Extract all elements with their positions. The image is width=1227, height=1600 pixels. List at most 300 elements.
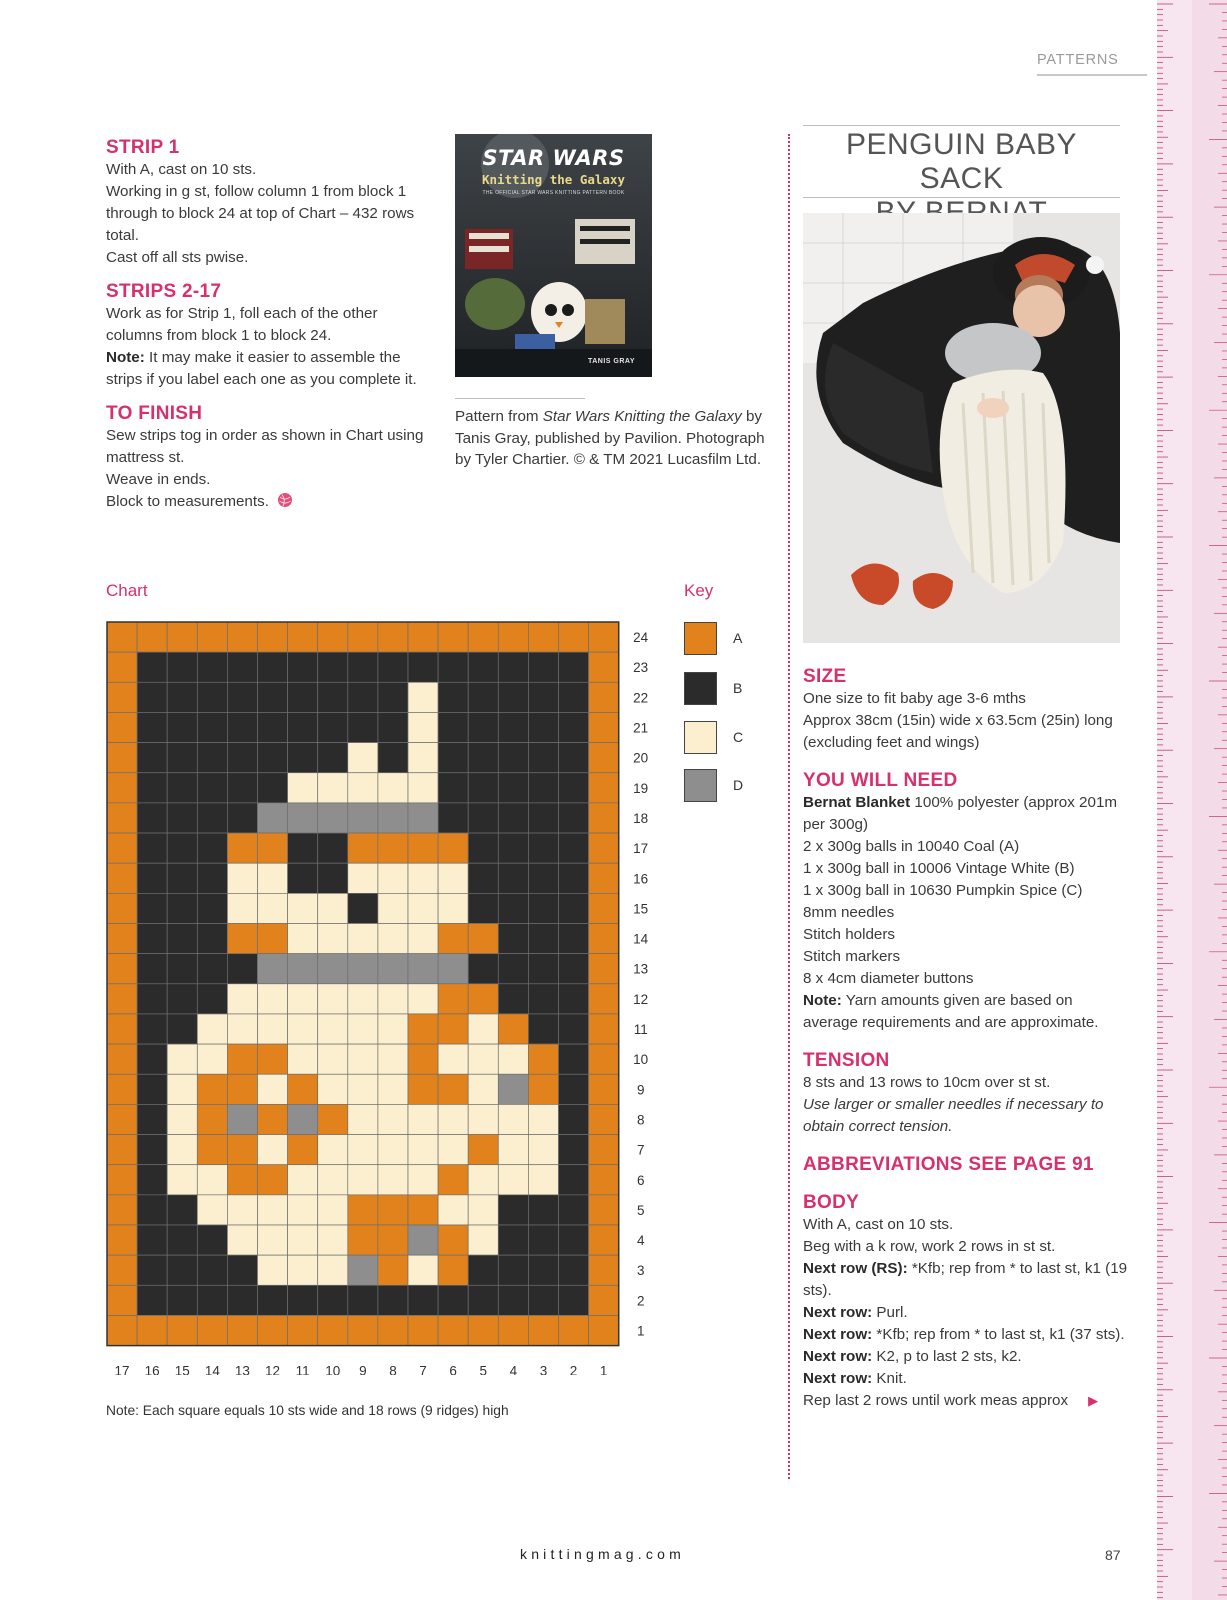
size-section [803,666,1128,754]
chart-cell [318,924,348,954]
chart-cell [528,1014,558,1044]
chart-cell [348,1165,378,1195]
chart-cell [318,652,348,682]
chart-cell [589,1315,619,1345]
chart-cell [528,712,558,742]
tension-note: Use larger or smaller needles if necessary to obtain correct tension. [803,1096,1104,1135]
chart-cell [288,984,318,1014]
chart-cell [438,803,468,833]
chart-cell [378,712,408,742]
chart-cell [408,1225,438,1255]
key-item-label: A [733,630,743,646]
chart-row-label: 1 [636,1323,645,1339]
credit-pre: Pattern from [455,408,543,425]
chart-cell [468,773,498,803]
chart-cell [498,1225,528,1255]
body-line [803,1214,1128,1236]
chart-cell [288,743,318,773]
body-section [803,1192,1128,1412]
chart-cell [227,984,257,1014]
chart-cell [107,1135,137,1165]
chart-cell [408,833,438,863]
chart-cell [227,803,257,833]
chart-cell [348,833,378,863]
chart-cell [227,924,257,954]
chart-column-label: 1 [599,1363,608,1375]
size-heading: SIZE [803,666,847,687]
chart-cell [528,1044,558,1074]
chart-cell [137,1074,167,1104]
chart-cell [498,682,528,712]
chart-cell [258,1255,288,1285]
chart-cell [137,1014,167,1044]
body-line [803,1302,1128,1324]
strip1-heading: STRIP 1 [106,137,180,158]
chart-cell [438,984,468,1014]
chart-row-label: 7 [636,1142,645,1158]
chart-cell [258,1014,288,1044]
chart-cell [288,622,318,652]
tension-section [803,1050,1128,1138]
chart-cell [137,984,167,1014]
chart-cell [258,1315,288,1345]
chart-cell [167,1014,197,1044]
chart-cell [378,1195,408,1225]
chart-cell [378,984,408,1014]
chart-cell [288,893,318,923]
finish-section [106,403,436,513]
chart-cell [288,1225,318,1255]
chart-cell [137,652,167,682]
chart-cell [197,1014,227,1044]
chart-column-label: 8 [389,1363,397,1375]
chart-cell [197,1044,227,1074]
chart-cell [258,1044,288,1074]
chart-cell [107,1074,137,1104]
chart-cell [559,1135,589,1165]
chart-row-label: 20 [633,750,649,766]
chart-cell [167,1285,197,1315]
key-swatch [684,721,717,754]
chart-cell [559,712,589,742]
title-rule [803,197,1120,198]
tension-line: 8 sts and 13 rows to 10cm over st st. [803,1074,1051,1091]
chart-cell [318,984,348,1014]
chart-cell [107,1014,137,1044]
chart-row-label: 22 [633,690,649,706]
footer-website: knittingmag.com [520,1546,685,1562]
chart-cell [137,773,167,803]
chart-cell [528,1165,558,1195]
chart-cell [498,954,528,984]
chart-cell [559,1104,589,1134]
abbrev-section [803,1154,1128,1176]
body-heading: BODY [803,1192,860,1213]
chart-cell [167,622,197,652]
chart-cell [288,682,318,712]
key-item-label: D [733,777,744,793]
chart-cell [137,682,167,712]
chart-cell [227,1255,257,1285]
ruler-inch-band [1192,0,1227,1600]
chart-cell [468,833,498,863]
chart-cell [348,893,378,923]
chart-cell [258,803,288,833]
chart-cell [107,803,137,833]
chart-cell [167,682,197,712]
chart-cell [589,863,619,893]
chart-cell [318,1225,348,1255]
chart-cell [227,773,257,803]
chart-cell [288,1195,318,1225]
key-item [684,622,804,658]
chart-cell [167,833,197,863]
chart-cell [197,924,227,954]
chart-cell [137,1135,167,1165]
strip1-line: Working in g st, follow column 1 from block 1 through to block 24 at top of Chart – 432 rows total. [106,183,415,244]
chart-cell [559,984,589,1014]
chart-cell [288,1315,318,1345]
note-label: Note: [106,349,145,366]
chart-cell [589,1285,619,1315]
chart-cell [197,803,227,833]
chart-cell [559,863,589,893]
need-note [803,990,1128,1034]
chart-cell [318,833,348,863]
chart-cell [408,1315,438,1345]
chart-cell [348,1135,378,1165]
chart-cell [378,1315,408,1345]
chart-cell [107,954,137,984]
chart-cell [559,773,589,803]
chart-cell [318,1135,348,1165]
chart-cell [468,1255,498,1285]
chart-cell [137,743,167,773]
chart-cell [227,1225,257,1255]
chart-cell [408,712,438,742]
chart-cell [197,1195,227,1225]
chart-row-label: 9 [636,1082,645,1098]
chart-cell [528,1135,558,1165]
chart-cell [137,1195,167,1225]
cover-brand: STAR WARS [482,146,625,170]
chart-row-label: 13 [633,961,649,977]
chart-cell [227,1074,257,1104]
chart-row-label: 18 [633,810,649,826]
chart-cell [318,1165,348,1195]
strips-note [106,347,436,391]
chart-cell [107,712,137,742]
chart-cell [408,1285,438,1315]
chart-cell [107,893,137,923]
chart-cell [438,773,468,803]
chart-cell [589,1195,619,1225]
chart-cell [589,984,619,1014]
chart-cell [348,1255,378,1285]
chart-cell [318,1044,348,1074]
chart-column-label: 5 [479,1363,488,1375]
chart-cell [468,1225,498,1255]
chart-cell [288,1135,318,1165]
chart-cell [528,1315,558,1345]
chart-cell [528,743,558,773]
chart-cell [258,1225,288,1255]
chart-cell [348,1285,378,1315]
key-swatch [684,769,717,802]
chart-cell [589,743,619,773]
chart-cell [318,712,348,742]
chart-cell [559,652,589,682]
chart-row-label: 4 [636,1233,645,1249]
chart-cell [528,803,558,833]
chart-cell [107,652,137,682]
chart-cell [167,1195,197,1225]
chart-cell [528,984,558,1014]
chart-cell [589,652,619,682]
chart-cell [378,682,408,712]
credit-post: by Tanis Gray, published by Pavilion. Photograph by Tyler Chartier. © & TM 2021 Lucasfilm Ltd. [455,408,765,468]
left-column [106,137,436,525]
chart-cell [378,652,408,682]
chart-row-label: 17 [633,841,649,857]
chart-cell [378,863,408,893]
chart-cell [167,1225,197,1255]
chart-cell [468,1195,498,1225]
chart-cell [258,622,288,652]
measuring-ruler [1157,0,1227,1600]
chart-cell [378,622,408,652]
chart-cell [468,1104,498,1134]
chart-cell [438,924,468,954]
chart-cell [137,1165,167,1195]
body-line [803,1346,1128,1368]
yarn-text: 100% polyester (approx 201m per 300g) [803,794,1118,833]
chart-cell [528,924,558,954]
chart-cell [408,863,438,893]
strip1-line: Cast off all sts pwise. [106,249,249,266]
finish-line: Sew strips tog in order as shown in Chart using mattress st. [106,427,424,466]
chart-cell [167,1074,197,1104]
key-item [684,769,804,805]
chart-cell [528,652,558,682]
chart-cell [107,1044,137,1074]
chart-cell [197,1165,227,1195]
strip1-line: With A, cast on 10 sts. [106,161,257,178]
knitting-chart [100,615,660,1375]
chart-cell [468,1074,498,1104]
chart-cell [167,712,197,742]
chart-cell [197,1285,227,1315]
chart-cell [107,1315,137,1345]
chart-cell [288,954,318,984]
chart-cell [378,743,408,773]
chart-cell [378,954,408,984]
chart-cell [258,682,288,712]
chart-cell [197,622,227,652]
penguin-sack-photo [803,213,1120,643]
chart-cell [227,1014,257,1044]
chart-cell [528,622,558,652]
chart-cell [559,1195,589,1225]
chart-cell [498,743,528,773]
chart-cell [498,1104,528,1134]
chart-cell [498,1255,528,1285]
chart-column-label: 15 [174,1363,190,1375]
chart-cell [227,622,257,652]
chart-column-label: 3 [539,1363,548,1375]
note-text: Yarn amounts given are based on average requirements and are approximate. [803,992,1099,1031]
chart-cell [137,803,167,833]
chart-cell [408,652,438,682]
chart-cell [197,863,227,893]
chart-cell [107,1195,137,1225]
size-line: One size to fit baby age 3-6 mths [803,690,1026,707]
chart-cell [468,984,498,1014]
chart-cell [528,1285,558,1315]
chart-cell [258,652,288,682]
chart-cell [528,863,558,893]
chart-cell [318,682,348,712]
chart-cell [197,833,227,863]
note-label: Note: [803,992,842,1009]
chart-cell [227,1135,257,1165]
chart-cell [498,1285,528,1315]
strip1-section [106,137,436,269]
body-line-label: Next row: [803,1370,873,1387]
chart-cell [498,833,528,863]
chart-cell [318,773,348,803]
chart-row-label: 15 [633,901,649,917]
chart-cell [137,893,167,923]
chart-column-label: 11 [295,1363,310,1375]
chart-cell [528,893,558,923]
chart-cell [438,743,468,773]
chart-cell [348,622,378,652]
need-item: 1 x 300g ball in 10630 Pumpkin Spice (C) [803,882,1083,899]
chart-cell [288,1014,318,1044]
need-item: 1 x 300g ball in 10006 Vintage White (B) [803,860,1075,877]
chart-cell [137,622,167,652]
chart-cell [559,803,589,833]
chart-cell [348,954,378,984]
chart-cell [408,984,438,1014]
running-head-rule [1037,74,1147,76]
chart-cell [227,743,257,773]
tension-heading: TENSION [803,1050,890,1071]
body-line-text: Knit. [872,1370,907,1387]
chart-cell [378,1074,408,1104]
chart-cell [438,1225,468,1255]
chart-cell [107,863,137,893]
chart-cell [408,682,438,712]
chart-cell [378,1165,408,1195]
chart-cell [167,1315,197,1345]
chart-cell [137,833,167,863]
chart-cell [498,773,528,803]
chart-cell [559,1315,589,1345]
chart-cell [137,954,167,984]
chart-cell [137,924,167,954]
chart-cell [498,652,528,682]
chart-cell [468,682,498,712]
chart-cell [258,833,288,863]
chart-cell [227,1104,257,1134]
chart-cell [438,893,468,923]
chart-column-label: 13 [234,1363,250,1375]
key-item [684,672,804,708]
chart-row-label: 19 [633,780,649,796]
chart-cell [408,743,438,773]
chart-cell [318,1315,348,1345]
chart-cell [468,803,498,833]
key-swatch [684,622,717,655]
key-item-label: B [733,680,743,696]
chart-cell [498,1014,528,1044]
body-line-text: K2, p to last 2 sts, k2. [872,1348,1022,1365]
chart-cell [197,712,227,742]
chart-cell [288,1285,318,1315]
chart-row-label: 21 [633,720,649,736]
chart-cell [137,1315,167,1345]
chart-cell [197,743,227,773]
need-item: 2 x 300g balls in 10040 Coal (A) [803,838,1020,855]
chart-cell [468,1044,498,1074]
chart-cell [438,1195,468,1225]
chart-cell [348,924,378,954]
chart-cell [589,622,619,652]
chart-cell [197,984,227,1014]
chart-cell [348,1074,378,1104]
chart-cell [559,1285,589,1315]
chart-cell [559,954,589,984]
need-section [803,770,1128,1034]
chart-cell [408,1074,438,1104]
chart-cell [167,1255,197,1285]
chart-cell [348,1315,378,1345]
chart-cell [318,1195,348,1225]
strips-heading: STRIPS 2-17 [106,281,222,302]
chart-cell [318,893,348,923]
yarn-ball-icon [277,492,293,508]
chart-cell [167,743,197,773]
need-heading: YOU WILL NEED [803,770,958,791]
chart-cell [438,682,468,712]
abbrev-heading: ABBREVIATIONS SEE PAGE 91 [803,1154,1094,1175]
chart-cell [498,1315,528,1345]
need-item: 8 x 4cm diameter buttons [803,970,974,987]
chart-cell [559,893,589,923]
chart-cell [528,1195,558,1225]
chart-cell [589,682,619,712]
chart-row-label: 2 [636,1293,645,1309]
chart-cell [107,924,137,954]
chart-cell [589,773,619,803]
chart-cell [589,833,619,863]
chart-cell [107,1225,137,1255]
chart-cell [107,622,137,652]
chart-row-label: 3 [636,1263,645,1279]
chart-cell [348,1014,378,1044]
chart-cell [137,1285,167,1315]
finish-line: Weave in ends. [106,471,211,488]
chart-label: Chart [106,581,148,600]
chart-cell [438,1044,468,1074]
body-line-text: *Kfb; rep from * to last st, k1 (19 sts). [803,1260,1128,1299]
chart-cell [258,1074,288,1104]
chart-cell [378,803,408,833]
chart-cell [528,1074,558,1104]
chart-cell [528,773,558,803]
